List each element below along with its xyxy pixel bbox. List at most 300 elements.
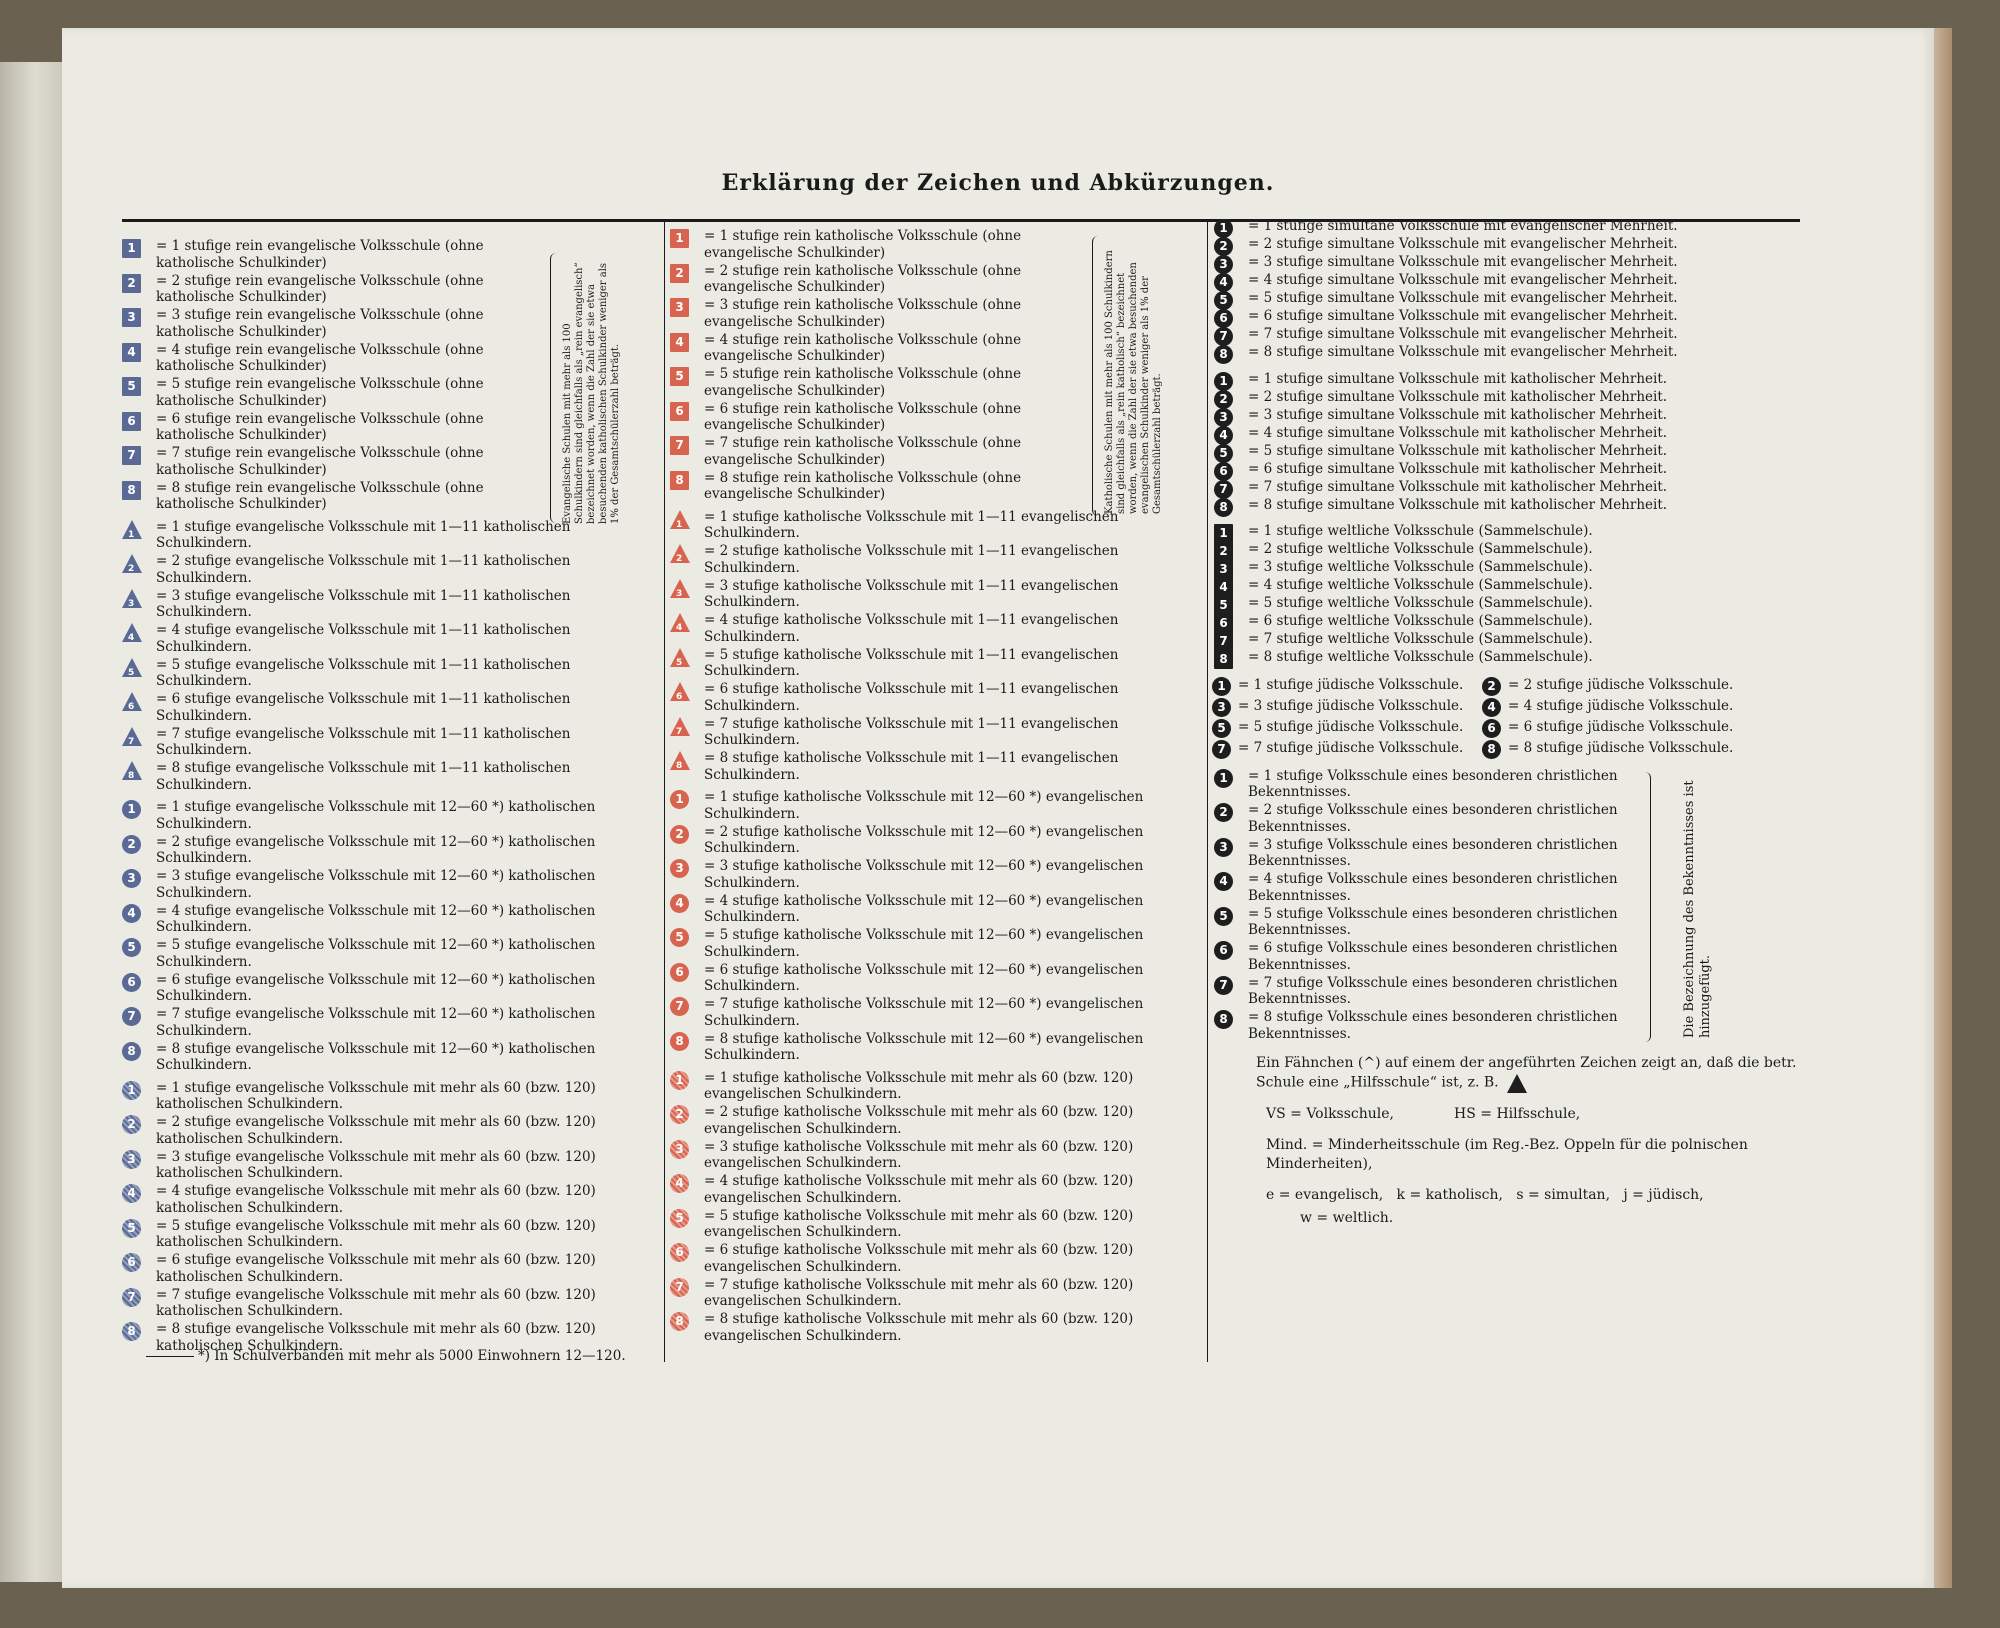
legend-text: = 3 stufige katholische Volksschule mit 12—60 *) evangelischen Schulkindern.: [704, 858, 1144, 891]
symbol-number: 8: [1487, 741, 1496, 756]
circle-symbol-icon: [122, 1322, 141, 1341]
legend-text: = 5 stufige jüdische Volksschule.: [1238, 718, 1464, 735]
symbol-number: 5: [127, 379, 136, 394]
legend-entry-pair: [1212, 676, 1822, 697]
symbol-number: 4: [1219, 427, 1228, 442]
symbol-number: 7: [1217, 741, 1226, 756]
circle-symbol-icon: [122, 1184, 141, 1203]
symbol-number: 6: [127, 974, 136, 989]
symbol-number: 5: [1219, 293, 1228, 308]
legend-text: = 4 stufige weltliche Volksschule (Sammelschule).: [1248, 577, 1593, 593]
legend-text: = 5 stufige evangelische Volksschule mit 12—60 *) katholischen Schulkindern.: [156, 937, 596, 970]
legend-text: = 3 stufige Volksschule eines besonderen christlichen Bekenntnisses.: [1248, 836, 1618, 869]
legend-text: = 4 stufige simultane Volksschule mit evangelischer Mehrheit.: [1248, 272, 1678, 288]
legend-text: = 6 stufige simultane Volksschule mit katholischer Mehrheit.: [1248, 460, 1668, 477]
legend-text: = 5 stufige simultane Volksschule mit katholischer Mehrheit.: [1248, 442, 1668, 459]
circle-symbol-icon: [122, 904, 141, 923]
circle-symbol-icon: [670, 859, 689, 878]
legend-text: = 1 stufige jüdische Volksschule.: [1238, 676, 1464, 693]
triangle-symbol-icon: [122, 589, 142, 608]
legend-entry: [668, 996, 1188, 1029]
legend-entry: [1482, 718, 1733, 737]
symbol-number: 4: [128, 633, 135, 643]
legend-entry: [120, 411, 550, 444]
legend-group: [120, 238, 550, 513]
circle-symbol-icon: [122, 1150, 141, 1169]
legend-entry: [1212, 479, 1812, 496]
legend-text: = 1 stufige evangelische Volksschule mit mehr als 60 (bzw. 120) katholischen Schulkindern.: [156, 1079, 596, 1112]
legend-text: = 7 stufige katholische Volksschule mit mehr als 60 (bzw. 120) evangelischen Schulkindern.: [704, 1276, 1134, 1309]
symbol-number: 7: [1219, 977, 1228, 992]
legend-text: = 3 stufige katholische Volksschule mit mehr als 60 (bzw. 120) evangelischen Schulkindern.: [704, 1138, 1134, 1171]
square-symbol-icon: [122, 343, 141, 362]
circle-symbol-icon: [1214, 345, 1233, 364]
legend-group: [668, 228, 1088, 503]
legend-text: = 1 stufige simultane Volksschule mit evangelischer Mehrheit.: [1248, 218, 1678, 234]
circle-symbol-icon: [122, 1288, 141, 1307]
legend-text: = 1 stufige rein evangelische Volksschule (ohne katholische Schulkinder): [156, 238, 484, 271]
symbol-number: 3: [676, 588, 683, 599]
triangle-symbol-icon: [1507, 1074, 1527, 1093]
symbol-number: 2: [676, 554, 683, 564]
symbol-number: 5: [127, 1220, 136, 1235]
legend-entry: [120, 480, 550, 513]
legend-text: = 7 stufige Volksschule eines besonderen christlichen Bekenntnisses.: [1248, 974, 1618, 1007]
legend-text: = 3 stufige simultane Volksschule mit katholischer Mehrheit.: [1248, 406, 1668, 423]
triangle-symbol-icon: [670, 544, 690, 563]
triangle-symbol-icon: [122, 623, 142, 642]
legend-entry: [120, 691, 640, 724]
symbol-number: 2: [128, 564, 135, 574]
circle-symbol-icon: [670, 1209, 689, 1228]
abbr-line: [1266, 1105, 1826, 1124]
legend-text: = 6 stufige simultane Volksschule mit evangelischer Mehrheit.: [1248, 308, 1678, 324]
legend-entry: [120, 726, 640, 759]
square-symbol-icon: [1214, 650, 1233, 669]
symbol-number: 3: [1219, 257, 1228, 272]
legend-text: = 2 stufige katholische Volksschule mit 12—60 *) evangelischen Schulkindern.: [704, 823, 1144, 856]
symbol-number: 1: [1217, 678, 1226, 693]
legend-entry: [1212, 389, 1812, 406]
abbr-weltlich: w = weltlich.: [1300, 1209, 1394, 1226]
legend-text: = 7 stufige evangelische Volksschule mit mehr als 60 (bzw. 120) katholischen Schulkindern.: [156, 1286, 596, 1319]
symbol-number: 3: [675, 300, 684, 315]
circle-symbol-icon: [1214, 976, 1233, 995]
circle-symbol-icon: [670, 1071, 689, 1090]
triangle-symbol-icon: [122, 761, 142, 780]
flag-note: [1212, 1054, 1816, 1093]
legend-text: = 6 stufige rein katholische Volksschule (ohne evangelische Schulkinder): [704, 400, 1022, 433]
legend-entry: [668, 435, 1088, 468]
legend-group: [668, 509, 1188, 784]
symbol-number: 5: [675, 930, 684, 945]
legend-entry: [668, 750, 1188, 783]
legend-entry: [668, 789, 1188, 822]
symbol-number: 5: [675, 1210, 684, 1225]
circle-symbol-icon: [1214, 769, 1233, 788]
square-symbol-icon: [670, 471, 689, 490]
symbol-number: 6: [1219, 943, 1228, 958]
legend-entry: [120, 799, 640, 832]
symbol-number: 3: [1219, 409, 1228, 424]
legend-text: = 1 stufige evangelische Volksschule mit 1—11 katholischen Schulkindern.: [156, 518, 571, 551]
legend-entry: [1212, 254, 1812, 271]
legend-text: = 6 stufige jüdische Volksschule.: [1508, 718, 1734, 735]
circle-symbol-icon: [1214, 838, 1233, 857]
legend-text: = 3 stufige rein katholische Volksschule (ohne evangelische Schulkinder): [704, 297, 1022, 330]
square-symbol-icon: [122, 481, 141, 500]
symbol-number: 5: [127, 940, 136, 955]
legend-entry: [668, 647, 1188, 680]
legend-group: [1212, 523, 1812, 666]
legend-text: = 2 stufige katholische Volksschule mit 1—11 evangelischen Schulkindern.: [704, 543, 1119, 576]
symbol-number: 6: [675, 403, 684, 418]
symbol-number: 2: [1219, 239, 1228, 254]
legend-entry: [120, 937, 640, 970]
flag-note-text: Ein Fähnchen (^) auf einem der angeführten Zeichen zeigt an, daß die betr. Schule eine „Hilfsschule“ ist, z. B.: [1256, 1055, 1797, 1091]
legend-entry: [120, 1114, 640, 1147]
column-divider-1: [664, 222, 665, 1362]
abbr-mind: Mind. = Minderheitsschule (im Reg.-Bez. Oppeln für die polnischen Minderheiten),: [1266, 1136, 1748, 1172]
abbr-vs: VS = Volksschule,: [1266, 1105, 1395, 1122]
brace-evangelisch: [550, 253, 559, 523]
legend-entry-pair: [1212, 739, 1822, 760]
legend-entry: [120, 868, 640, 901]
symbol-number: 4: [1219, 275, 1228, 290]
legend-entry: [668, 297, 1088, 330]
legend-text: = 2 stufige simultane Volksschule mit katholischer Mehrheit.: [1248, 388, 1668, 405]
triangle-symbol-icon: [670, 613, 690, 632]
legend-text: = 1 stufige simultane Volksschule mit katholischer Mehrheit.: [1248, 370, 1668, 387]
legend-text: = 8 stufige evangelische Volksschule mit 12—60 *) katholischen Schulkindern.: [156, 1040, 596, 1073]
legend-entry: [120, 1183, 640, 1216]
symbol-number: 6: [127, 1255, 136, 1270]
juedisch-group: [1212, 676, 1822, 760]
legend-text: = 2 stufige weltliche Volksschule (Sammelschule).: [1248, 541, 1593, 557]
symbol-number: 7: [675, 438, 684, 453]
legend-text: = 1 stufige katholische Volksschule mit 1—11 evangelischen Schulkindern.: [704, 508, 1119, 541]
legend-text: = 2 stufige jüdische Volksschule.: [1508, 676, 1734, 693]
symbol-number: 3: [127, 310, 136, 325]
symbol-number: 1: [1219, 526, 1228, 541]
legend-entry: [1212, 906, 1632, 939]
symbol-number: 2: [675, 1107, 684, 1122]
legend-entry: [1212, 308, 1812, 325]
circle-symbol-icon: [122, 973, 141, 992]
legend-entry: [120, 445, 550, 478]
legend-entry: [668, 1242, 1188, 1275]
legend-entry: [1212, 523, 1812, 540]
circle-symbol-icon: [1212, 698, 1231, 717]
legend-entry: [668, 893, 1188, 926]
symbol-number: 6: [1219, 616, 1228, 631]
circle-symbol-icon: [1212, 740, 1231, 759]
legend-entry: [1212, 559, 1812, 576]
legend-group: [120, 799, 640, 1074]
symbol-number: 6: [128, 702, 135, 712]
circle-symbol-icon: [122, 938, 141, 957]
legend-text: = 6 stufige katholische Volksschule mit 1—11 evangelischen Schulkindern.: [704, 681, 1119, 714]
legend-text: = 8 stufige simultane Volksschule mit evangelischer Mehrheit.: [1248, 344, 1678, 360]
circle-symbol-icon: [1482, 677, 1501, 696]
circle-symbol-icon: [670, 1032, 689, 1051]
legend-text: = 7 stufige simultane Volksschule mit evangelischer Mehrheit.: [1248, 326, 1678, 342]
circle-symbol-icon: [1214, 941, 1233, 960]
legend-text: = 2 stufige evangelische Volksschule mit mehr als 60 (bzw. 120) katholischen Schulkindern.: [156, 1114, 596, 1147]
legend-entry: [1212, 613, 1812, 630]
symbol-number: 2: [127, 836, 136, 851]
legend-text: = 6 stufige rein evangelische Volksschule (ohne katholische Schulkinder): [156, 410, 484, 443]
circle-symbol-icon: [122, 1219, 141, 1238]
legend-group: [120, 1080, 640, 1355]
legend-text: = 4 stufige katholische Volksschule mit 1—11 evangelischen Schulkindern.: [704, 612, 1119, 645]
legend-text: = 5 stufige evangelische Volksschule mit 1—11 katholischen Schulkindern.: [156, 656, 571, 689]
legend-text: = 5 stufige simultane Volksschule mit evangelischer Mehrheit.: [1248, 290, 1678, 306]
legend-entry: [1212, 344, 1812, 361]
legend-entry: [668, 401, 1088, 434]
legend-entry: [120, 1218, 640, 1251]
circle-symbol-icon: [122, 1081, 141, 1100]
legend-text: = 2 stufige katholische Volksschule mit mehr als 60 (bzw. 120) evangelischen Schulkindern.: [704, 1104, 1134, 1137]
legend-text: = 7 stufige simultane Volksschule mit katholischer Mehrheit.: [1248, 478, 1668, 495]
square-symbol-icon: [670, 298, 689, 317]
symbol-number: 2: [127, 275, 136, 290]
symbol-number: 2: [1219, 544, 1228, 559]
legend-text: = 4 stufige evangelische Volksschule mit 12—60 *) katholischen Schulkindern.: [156, 902, 596, 935]
legend-entry: [120, 622, 640, 655]
legend-text: = 1 stufige katholische Volksschule mit mehr als 60 (bzw. 120) evangelischen Schulkindern.: [704, 1069, 1134, 1102]
legend-text: = 5 stufige rein evangelische Volksschule (ohne katholische Schulkinder): [156, 376, 484, 409]
symbol-number: 3: [675, 861, 684, 876]
symbol-number: 8: [127, 1043, 136, 1058]
legend-entry: [120, 1287, 640, 1320]
circle-symbol-icon: [670, 1312, 689, 1331]
circle-symbol-icon: [122, 835, 141, 854]
symbol-number: 6: [675, 964, 684, 979]
legend-entry: [1212, 371, 1812, 388]
symbol-number: 2: [675, 826, 684, 841]
symbol-number: 3: [1217, 699, 1226, 714]
symbol-number: 4: [127, 344, 136, 359]
book-page: [62, 28, 1934, 1588]
legend-entry: [1212, 1009, 1632, 1042]
bekenntnis-group: [1212, 768, 1822, 1043]
symbol-number: 2: [1219, 805, 1228, 820]
legend-group: [668, 1070, 1188, 1345]
symbol-number: 5: [128, 667, 135, 678]
symbol-number: 7: [675, 1279, 684, 1294]
legend-text: = 1 stufige weltliche Volksschule (Sammelschule).: [1248, 523, 1593, 539]
legend-text: = 5 stufige katholische Volksschule mit mehr als 60 (bzw. 120) evangelischen Schulkindern.: [704, 1207, 1134, 1240]
legend-entry: [668, 332, 1088, 365]
square-symbol-icon: [122, 239, 141, 258]
symbol-number: 1: [1219, 770, 1228, 785]
legend-entry: [1482, 676, 1733, 695]
legend-entry-pair: [1212, 718, 1822, 739]
legend-entry: [1212, 739, 1463, 758]
legend-entry: [120, 657, 640, 690]
symbol-number: 4: [1219, 874, 1228, 889]
note-bekenntnis: Die Bezeichnung des Bekenntnisses ist hinzugefügt.: [1682, 779, 1713, 1038]
symbol-number: 3: [128, 598, 135, 609]
circle-symbol-icon: [670, 1140, 689, 1159]
symbol-number: 8: [1219, 1012, 1228, 1027]
column-other: [1212, 218, 1822, 1228]
symbol-number: 1: [1219, 221, 1228, 236]
legend-entry: [668, 1031, 1188, 1064]
circle-symbol-icon: [670, 790, 689, 809]
legend-text: = 5 stufige Volksschule eines besonderen christlichen Bekenntnisses.: [1248, 905, 1618, 938]
legend-entry: [668, 612, 1188, 645]
abbr-konf: e = evangelisch, k = katholisch, s = simultan, j = jüdisch,: [1266, 1186, 1704, 1203]
symbol-number: 7: [127, 448, 136, 463]
circle-symbol-icon: [670, 894, 689, 913]
symbol-number: 1: [127, 802, 136, 817]
symbol-number: 6: [676, 692, 683, 702]
symbol-number: 2: [127, 1117, 136, 1132]
legend-text: = 3 stufige jüdische Volksschule.: [1238, 697, 1464, 714]
legend-entry: [668, 228, 1088, 261]
legend-entry: [1212, 218, 1812, 235]
legend-entry: [1212, 975, 1632, 1008]
circle-symbol-icon: [670, 928, 689, 947]
circle-symbol-icon: [670, 1174, 689, 1193]
symbol-number: 7: [127, 1289, 136, 1304]
legend-text: = 4 stufige evangelische Volksschule mit mehr als 60 (bzw. 120) katholischen Schulkindern.: [156, 1183, 596, 1216]
legend-text: = 5 stufige weltliche Volksschule (Sammelschule).: [1248, 595, 1593, 611]
legend-entry: [120, 760, 640, 793]
square-symbol-icon: [122, 308, 141, 327]
symbol-number: 2: [1219, 391, 1228, 406]
legend-text: = 1 stufige katholische Volksschule mit 12—60 *) evangelischen Schulkindern.: [704, 789, 1144, 822]
legend-text: = 1 stufige evangelische Volksschule mit 12—60 *) katholischen Schulkindern.: [156, 799, 596, 832]
legend-entry: [1212, 768, 1632, 801]
circle-symbol-icon: [122, 1253, 141, 1272]
legend-text: = 6 stufige Volksschule eines besonderen christlichen Bekenntnisses.: [1248, 940, 1618, 973]
circle-symbol-icon: [1214, 803, 1233, 822]
abbreviations: [1212, 1105, 1826, 1228]
legend-text: = 6 stufige evangelische Volksschule mit 12—60 *) katholischen Schulkindern.: [156, 971, 596, 1004]
legend-entry: [1212, 461, 1812, 478]
legend-entry: [668, 1208, 1188, 1241]
legend-text: = 3 stufige rein evangelische Volksschule (ohne katholische Schulkinder): [156, 307, 484, 340]
symbol-number: 5: [1217, 720, 1226, 735]
legend-entry: [668, 578, 1188, 611]
legend-text: = 8 stufige rein evangelische Volksschule (ohne katholische Schulkinder): [156, 479, 484, 512]
legend-text: = 8 stufige katholische Volksschule mit mehr als 60 (bzw. 120) evangelischen Schulkindern.: [704, 1311, 1134, 1344]
legend-entry: [120, 834, 640, 867]
square-symbol-icon: [670, 402, 689, 421]
symbol-number: 7: [676, 726, 683, 737]
legend-entry: [120, 1006, 640, 1039]
symbol-number: 8: [1219, 652, 1228, 667]
symbol-number: 4: [675, 895, 684, 910]
symbol-number: 5: [676, 657, 683, 668]
legend-text: = 8 stufige evangelische Volksschule mit mehr als 60 (bzw. 120) katholischen Schulkindern.: [156, 1321, 596, 1354]
legend-entry: [120, 1080, 640, 1113]
legend-text: = 8 stufige weltliche Volksschule (Sammelschule).: [1248, 649, 1593, 665]
legend-text: = 2 stufige rein katholische Volksschule (ohne evangelische Schulkinder): [704, 262, 1022, 295]
legend-text: = 2 stufige evangelische Volksschule mit 12—60 *) katholischen Schulkindern.: [156, 833, 596, 866]
legend-entry: [668, 1311, 1188, 1344]
triangle-symbol-icon: [670, 510, 690, 529]
legend-text: = 6 stufige katholische Volksschule mit 12—60 *) evangelischen Schulkindern.: [704, 961, 1144, 994]
symbol-number: 8: [127, 482, 136, 497]
symbol-number: 7: [1219, 634, 1228, 649]
symbol-number: 4: [675, 1176, 684, 1191]
legend-text: = 6 stufige evangelische Volksschule mit 1—11 katholischen Schulkindern.: [156, 691, 571, 724]
legend-text: = 7 stufige evangelische Volksschule mit 1—11 katholischen Schulkindern.: [156, 725, 571, 758]
circle-symbol-icon: [670, 1243, 689, 1262]
legend-text: = 8 stufige katholische Volksschule mit 12—60 *) evangelischen Schulkindern.: [704, 1030, 1144, 1063]
legend-group: [1212, 371, 1812, 514]
legend-entry: [668, 962, 1188, 995]
legend-entry: [668, 927, 1188, 960]
brace-katholisch: [1092, 236, 1101, 516]
symbol-number: 5: [1219, 445, 1228, 460]
legend-text: = 4 stufige simultane Volksschule mit katholischer Mehrheit.: [1248, 424, 1668, 441]
symbol-number: 7: [127, 1009, 136, 1024]
circle-symbol-icon: [1482, 719, 1501, 738]
legend-entry: [668, 366, 1088, 399]
legend-text: = 8 stufige jüdische Volksschule.: [1508, 739, 1734, 756]
square-symbol-icon: [670, 436, 689, 455]
symbol-number: 8: [128, 771, 135, 781]
legend-entry: [120, 1252, 640, 1285]
legend-entry: [1212, 407, 1812, 424]
symbol-number: 1: [127, 1082, 136, 1097]
symbol-number: 3: [127, 1151, 136, 1166]
symbol-number: 3: [127, 871, 136, 886]
page-title: Erklärung der Zeichen und Abkürzungen.: [721, 170, 1275, 196]
symbol-number: 1: [675, 231, 684, 246]
symbol-number: 1: [128, 529, 135, 540]
symbol-number: 8: [127, 1324, 136, 1339]
legend-text: = 2 stufige rein evangelische Volksschule (ohne katholische Schulkinder): [156, 272, 484, 305]
symbol-number: 4: [675, 334, 684, 349]
legend-entry: [1482, 739, 1733, 758]
legend-entry: [668, 1104, 1188, 1137]
symbol-number: 6: [1487, 720, 1496, 735]
square-symbol-icon: [670, 229, 689, 248]
legend-entry: [120, 307, 550, 340]
symbol-number: 6: [1219, 463, 1228, 478]
square-symbol-icon: [122, 377, 141, 396]
symbol-number: 5: [1219, 908, 1228, 923]
circle-symbol-icon: [670, 997, 689, 1016]
symbol-number: 4: [1219, 580, 1228, 595]
brace-bekenntnis: [1642, 772, 1651, 1042]
square-symbol-icon: [670, 333, 689, 352]
note-evangelisch: Evangelische Schulen mit mehr als 100 Schulkindern sind gleichfalls als „rein evangelisch“ bezeichnet worden, wenn die Zahl der sie etwa besuchenden katholischen Schulkinder weniger als 1% der Gesamtschülerzahl beträgt.: [562, 262, 621, 524]
triangle-symbol-icon: [122, 520, 142, 539]
legend-text: = 3 stufige evangelische Volksschule mit 1—11 katholischen Schulkindern.: [156, 587, 571, 620]
circle-symbol-icon: [670, 1105, 689, 1124]
legend-entry: [1212, 837, 1632, 870]
symbol-number: 3: [675, 1141, 684, 1156]
symbol-number: 6: [1219, 311, 1228, 326]
legend-text: = 7 stufige evangelische Volksschule mit 12—60 *) katholischen Schulkindern.: [156, 1006, 596, 1039]
legend-entry: [120, 376, 550, 409]
symbol-number: 7: [128, 736, 135, 747]
abbr-hs: HS = Hilfsschule,: [1454, 1105, 1581, 1122]
legend-text: = 7 stufige jüdische Volksschule.: [1238, 739, 1464, 756]
legend-text: = 5 stufige katholische Volksschule mit 12—60 *) evangelischen Schulkindern.: [704, 927, 1144, 960]
legend-text: = 7 stufige weltliche Volksschule (Sammelschule).: [1248, 631, 1593, 647]
symbol-number: 4: [676, 623, 683, 633]
legend-entry: [668, 263, 1088, 296]
legend-entry: [668, 1070, 1188, 1103]
